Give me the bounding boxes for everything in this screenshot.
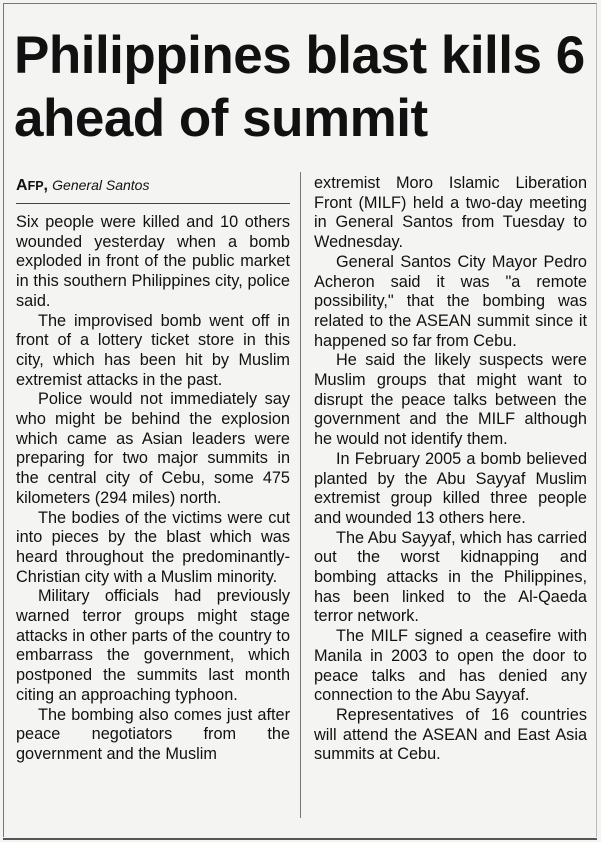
article-column-right xyxy=(314,174,587,765)
paragraph: The MILF signed a ceasefire with Manila in 2003 to open the door to peace talks and has denied any connection to the Abu Sayyaf. xyxy=(314,627,587,705)
article-column-left xyxy=(16,174,290,765)
column-divider xyxy=(300,172,301,818)
byline xyxy=(16,174,290,197)
paragraph: In February 2005 a bomb believed planted by the Abu Sayyaf Muslim extremist group killed three people and wounded 13 others here. xyxy=(314,449,587,527)
paragraph: The Abu Sayyaf, which has carried out the worst kidnapping and bombing attacks in the Philippines, has been linked to the Al-Qaeda terror network. xyxy=(314,528,587,626)
byline-location: General Santos xyxy=(52,177,150,193)
bottom-rule xyxy=(3,838,597,840)
headline: Philippines blast kills 6 ahead of summit xyxy=(14,26,585,148)
paragraph: The bodies of the victims were cut into pieces by the blast which was heard throughout the predominantly-Christian city with a Muslim minority. xyxy=(16,508,290,586)
paragraph: General Santos City Mayor Pedro Acheron said it was "a remote possibility," that the bombing was related to the ASEAN summit since it happened so far from Cebu. xyxy=(314,252,587,350)
paragraph: Military officials had previously warned terror groups might stage attacks in other parts of the country to embarrass the government, which postponed the summits last month citing an approaching typhoon. xyxy=(16,587,290,704)
byline-rule xyxy=(16,203,290,204)
paragraph: Police would not immediately say who might be behind the explosion which came as Asian leaders were preparing for two major summits in the central city of Cebu, some 475 kilometers (294 miles) north. xyxy=(16,390,290,507)
paragraph: extremist Moro Islamic Liberation Front (MILF) held a two-day meeting in General Santos from Tuesday to Wednesday. xyxy=(314,174,587,252)
paragraph: Representatives of 16 countries will attend the ASEAN and East Asia summits at Cebu. xyxy=(314,705,587,764)
paragraph: He said the likely suspects were Muslim groups that might want to disrupt the peace talks between the government and the MILF although he would not identify them. xyxy=(314,351,587,449)
paragraph: Six people were killed and 10 others wounded yesterday when a bomb exploded in front of the public market in this southern Philippines city, police said. xyxy=(16,213,290,310)
byline-agency: AFP, xyxy=(16,177,48,194)
paragraph: The bombing also comes just after peace negotiators from the government and the Muslim xyxy=(16,705,290,763)
paragraph: The improvised bomb went off in front of a lottery ticket store in this city, which has been hit by Muslim extremist attacks in the past. xyxy=(16,311,290,389)
